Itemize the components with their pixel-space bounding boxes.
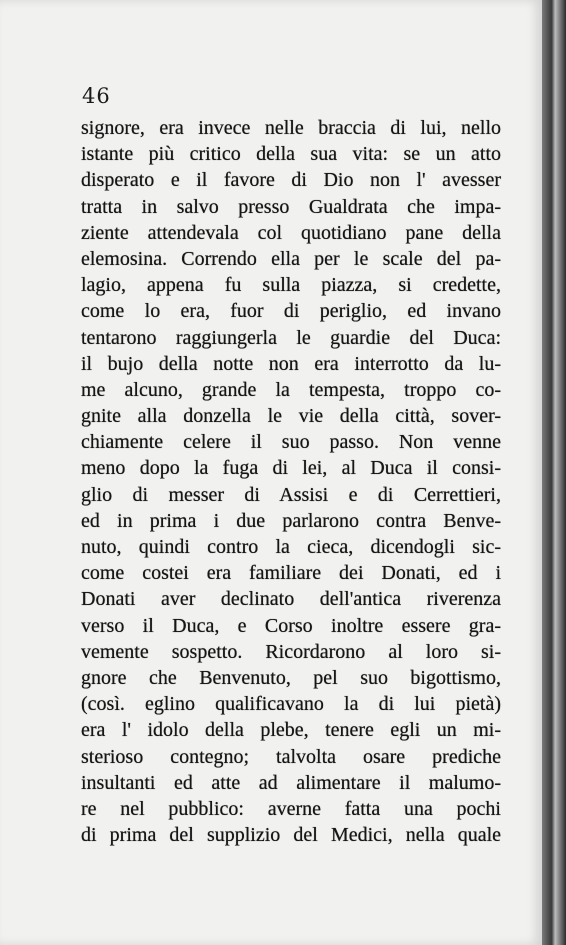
text-line: come costei era familiare dei Donati, ed i [81, 562, 501, 585]
text-line: istante più critico della sua vita: se un atto [81, 143, 501, 166]
text-line: lagio, appena fu sulla piazza, si credette, [81, 274, 501, 297]
page-number: 46 [82, 84, 111, 108]
text-line: gnore che Benvenuto, pel suo bigottismo, [81, 666, 501, 689]
text-line: meno dopo la fuga di lei, al Duca il consi- [81, 457, 501, 480]
text-line: Donati aver declinato dell'antica riverenza [81, 588, 501, 611]
text-line: verso il Duca, e Corso inoltre essere gra- [81, 614, 501, 637]
text-line: era l' idolo della plebe, tenere egli un mi- [81, 719, 501, 742]
text-line: re nel pubblico: averne fatta una pochi [81, 797, 501, 820]
text-line: nuto, quindi contro la cieca, dicendogli sic- [81, 536, 501, 558]
text-line: elemosina. Correndo ella per le scale del pa- [81, 247, 501, 270]
body-text [81, 115, 501, 848]
page-edge-shadow [542, 0, 566, 945]
text-line: gnite alla donzella le vie della città, sover- [81, 405, 501, 428]
text-line: insultanti ed atte ad alimentare il malumo- [81, 771, 501, 794]
text-line: sterioso contegno; talvolta osare prediche [81, 745, 501, 768]
text-line: ed in prima i due parlarono contra Benve- [81, 509, 501, 532]
text-line: disperato e il favore di Dio non l' avesser [81, 169, 501, 192]
text-line: vemente sospetto. Ricordarono al loro si- [81, 640, 501, 663]
text-line: il bujo della notte non era interrotto da lu- [81, 352, 501, 375]
text-line: chiamente celere il suo passo. Non venne [81, 431, 501, 454]
text-line: (così. eglino qualificavano la di lui pietà) [81, 693, 501, 716]
text-line: signore, era invece nelle braccia di lui, nello [81, 117, 501, 139]
text-line: come lo era, fuor di periglio, ed invano [81, 300, 501, 323]
text-line: ziente attendevala col quotidiano pane della [81, 221, 501, 244]
text-line: di prima del supplizio del Medici, nella quale [81, 824, 501, 847]
text-line: tentarono raggiungerla le guardie del Duca: [81, 326, 501, 349]
text-line: glio di messer di Assisi e di Cerrettieri, [81, 483, 501, 506]
text-line: tratta in salvo presso Gualdrata che impa- [81, 195, 501, 218]
text-line: me alcuno, grande la tempesta, troppo co- [81, 378, 501, 401]
